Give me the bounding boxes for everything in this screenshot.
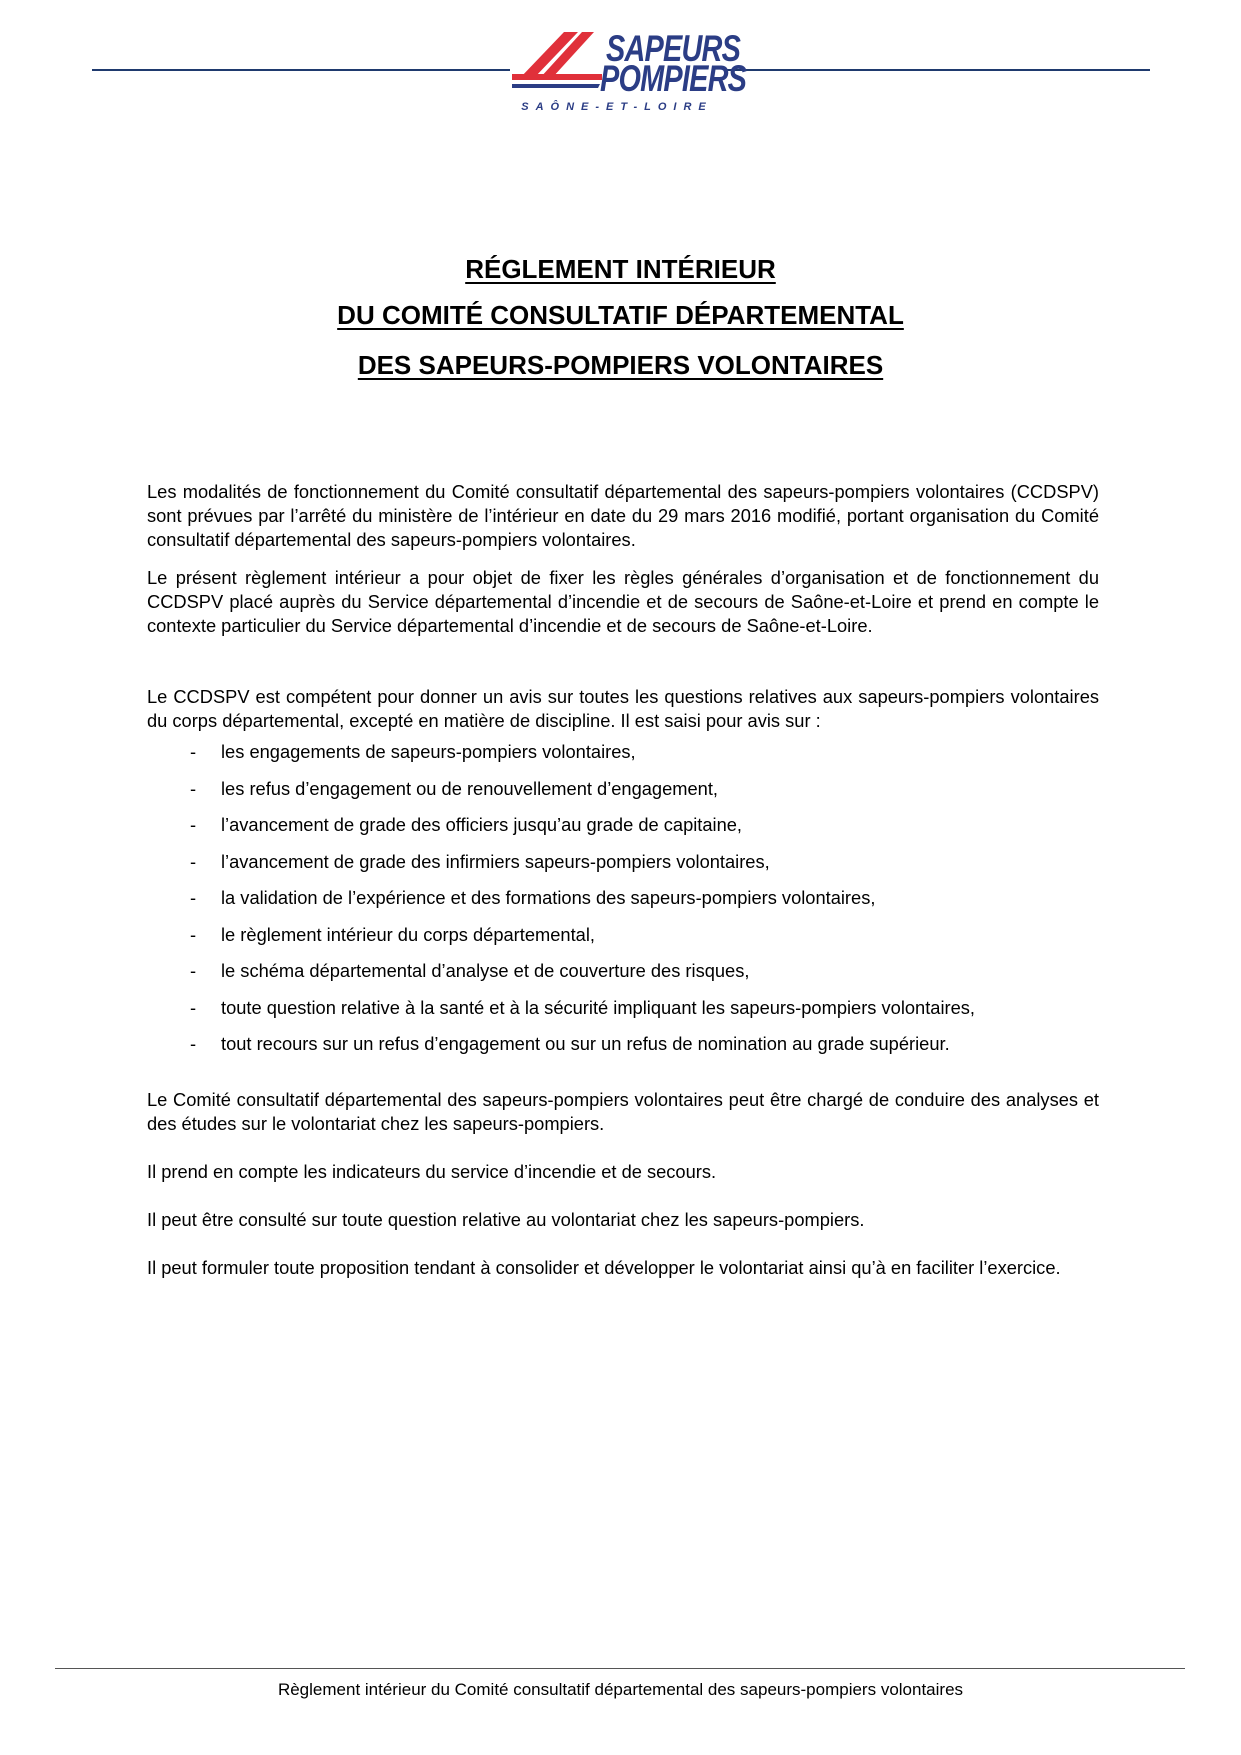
competence-list [147, 740, 1099, 1069]
logo-word-pompiers: POMPIERS [600, 58, 747, 99]
document-title-line-1: RÉGLEMENT INTÉRIEUR [465, 254, 776, 284]
document-title-line-3: DES SAPEURS-POMPIERS VOLONTAIRES [357, 350, 884, 380]
paragraph-studies: Le Comité consultatif départemental des sapeurs-pompiers volontaires peut être chargé de conduire des analyses et des études sur le volontariat chez les sapeurs-pompiers. [147, 1089, 1099, 1134]
header-rule-right [727, 69, 1150, 71]
list-item: - le règlement intérieur du corps départemental, [190, 923, 595, 945]
paragraph-proposals: Il peut formuler toute proposition tendant à consolider et développer le volontariat ainsi qu’à en faciliter l’exercice. [147, 1257, 1061, 1278]
paragraph-competence: Le CCDSPV est compétent pour donner un avis sur toutes les questions relatives aux sapeurs-pompiers volontaires du corps départemental, excepté en matière de discipline. Il est saisi pour avis sur : [147, 686, 1099, 731]
paragraph-consultation: Il peut être consulté sur toute question relative au volontariat chez les sapeurs-pompiers. [147, 1209, 865, 1230]
paragraph-intro: Les modalités de fonctionnement du Comité consultatif départemental des sapeurs-pompiers volontaires (CCDSPV) sont prévues par l’arrêté du ministère de l’intérieur en date du 29 mars 2016 modifié, portant organisation du Comité consultatif départemental des sapeurs-pompiers volontaires. [147, 481, 1099, 550]
paragraph-purpose: Le présent règlement intérieur a pour objet de fixer les règles générales d’organisation et de fonctionnement du CCDSPV placé auprès du Service départemental d’incendie et de secours de Saône-et-Loire et prend en compte le contexte particulier du Service départemental d’incendie et de secours de Saône-et-Loire. [147, 567, 1099, 636]
header-rule-left [92, 69, 510, 71]
list-item: - l’avancement de grade des infirmiers sapeurs-pompiers volontaires, [190, 850, 770, 872]
list-item: - l’avancement de grade des officiers jusqu’au grade de capitaine, [190, 814, 743, 835]
list-item: - les refus d’engagement ou de renouvellement d’engagement, [190, 777, 718, 799]
logo-word-sapeurs: SAPEURS [606, 28, 741, 69]
paragraph-indicators: Il prend en compte les indicateurs du service d’incendie et de secours. [147, 1161, 717, 1182]
list-item: - toute question relative à la santé et à la sécurité impliquant les sapeurs-pompiers volontaires, [190, 996, 976, 1018]
logo-stripes-icon [512, 30, 602, 90]
page-footer: Règlement intérieur du Comité consultatif départemental des sapeurs-pompiers volontaires [277, 1680, 964, 1699]
footer-rule [55, 1668, 1185, 1669]
list-item: - les engagements de sapeurs-pompiers volontaires, [190, 741, 636, 762]
list-item: - la validation de l’expérience et des formations des sapeurs-pompiers volontaires, [190, 887, 876, 908]
document-title-line-2: DU COMITÉ CONSULTATIF DÉPARTEMENTAL [337, 300, 904, 330]
sapeurs-pompiers-logo [512, 28, 747, 120]
logo-subtitle: SAÔNE-ET-LOIRE [521, 101, 713, 113]
list-item: - tout recours sur un refus d’engagement ou sur un refus de nomination au grade supérieur. [190, 1033, 950, 1054]
list-item: - le schéma départemental d’analyse et de couverture des risques, [190, 960, 750, 981]
